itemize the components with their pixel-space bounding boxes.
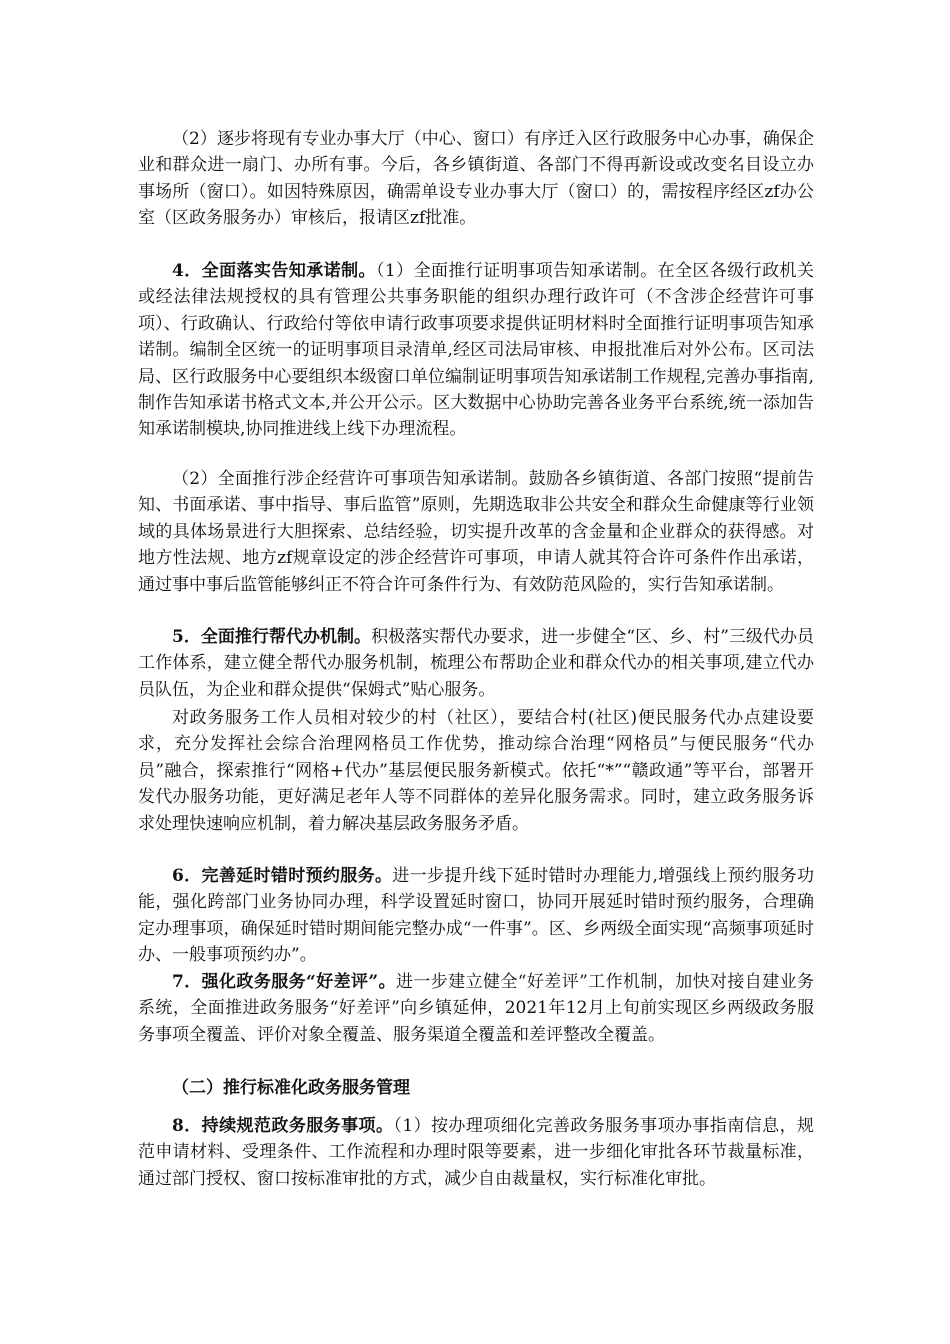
section-heading <box>138 1075 814 1101</box>
paragraph-text: （1）按办理项细化完善政务服务事项办事指南信息，规范申请材料、受理条件、工作流程和办理时限等要素，进一步细化审批各环节裁量标准，通过部门授权、窗口按标准审批的方式，减少自由裁量权，实行标准化审批。 <box>138 1116 814 1189</box>
paragraph-heading: 5．全面推行帮代办机制。 <box>172 627 372 647</box>
paragraph-item-2-point-2 <box>138 126 814 232</box>
paragraph-heading: 7．强化政务服务“好差评”。 <box>172 972 396 992</box>
paragraph-text: （1）全面推行证明事项告知承诺制。在全区各级行政机关或经法律法规授权的具有管理公共事务职能的组织办理行政许可（不含涉企经营许可事项）、行政确认、行政给付等依申请行政事项要求提供证明材料时全面推行证明事项告知承诺制。编制全区统一的证明事项目录清单,经区司法局审核、申报批准后对外公布。区司法局、区行政服务中心要组织本级窗口单位编制证明事项告知承诺制工作规程,完善办事指南,制作告知承诺书格式文本,并公开公示。区大数据中心协助完善各业务平台系统,统一添加告知承诺制模块,协同推进线上线下办理流程。 <box>138 261 814 440</box>
paragraph-item-8 <box>138 1113 814 1192</box>
paragraph-text: 积极落实帮代办要求，进一步健全“区、乡、村”三级代办员工作体系，建立健全帮代办服务机制，梳理公布帮助企业和群众代办的相关事项,建立代办员队伍，为企业和群众提供“保姆式”贴心服务。 <box>138 627 814 700</box>
paragraph-text: 进一步建立健全“好差评”工作机制，加快对接自建业务系统，全面推进政务服务“好差评”向乡镇延伸，2021年12月上旬前实现区乡两级政务服务事项全覆盖、评价对象全覆盖、服务渠道全覆盖和差评整改全覆盖。 <box>138 972 814 1045</box>
paragraph-text: 对政务服务工作人员相对较少的村（社区），要结合村(社区)便民服务代办点建设要求，充分发挥社会综合治理网格员工作优势，推动综合治理“网格员”与便民服务“代办员”融合，探索推行“网格+代办”基层便民服务新模式。依托“*”“赣政通”等平台，部署开发代办服务功能，更好满足老年人等不同群体的差异化服务需求。同时，建立政务服务诉求处理快速响应机制，着力解决基层政务服务矛盾。 <box>138 708 814 834</box>
paragraph-item-4-point-2 <box>138 466 814 598</box>
paragraph-heading: 4．全面落实告知承诺制。 <box>172 261 376 281</box>
paragraph-text: （2）全面推行涉企经营许可事项告知承诺制。鼓励各乡镇街道、各部门按照“提前告知、书面承诺、事中指导、事后监管”原则，先期选取非公共安全和群众生命健康等行业领域的具体场景进行大胆探索、总结经验，切实提升改革的含金量和企业群众的获得感。对地方性法规、地方zf规章设定的涉企经营许可事项，申请人就其符合许可条件作出承诺，通过事中事后监管能够纠正不符合许可条件行为、有效防范风险的，实行告知承诺制。 <box>138 469 814 595</box>
paragraph-item-5 <box>138 624 814 703</box>
paragraph-item-7 <box>138 969 814 1048</box>
paragraph-item-6 <box>138 863 814 969</box>
paragraph-text: 进一步提升线下延时错时办理能力,增强线上预约服务功能，强化跨部门业务协同办理，科学设置延时窗口，协同开展延时错时预约服务，合理确定办理事项，确保延时错时期间能完整办成“一件事”。区、乡两级全面实现“高频事项延时办、一般事项预约办”。 <box>138 866 815 966</box>
paragraph-heading: 6．完善延时错时预约服务。 <box>172 866 393 886</box>
paragraph-text: （2）逐步将现有专业办事大厅（中心、窗口）有序迁入区行政服务中心办事，确保企业和群众进一扇门、办所有事。今后，各乡镇街道、各部门不得再新设或改变名目设立办事场所（窗口）。如因特殊原因，确需单设专业办事大厅（窗口）的，需按程序经区zf办公室（区政务服务办）审核后，报请区zf批准。 <box>138 129 814 229</box>
section-heading-text: （二）推行标准化政务服务管理 <box>172 1078 410 1098</box>
paragraph-item-4 <box>138 258 814 443</box>
paragraph-item-5-continued <box>138 705 814 837</box>
paragraph-heading: 8．持续规范政务服务事项。 <box>172 1116 394 1136</box>
